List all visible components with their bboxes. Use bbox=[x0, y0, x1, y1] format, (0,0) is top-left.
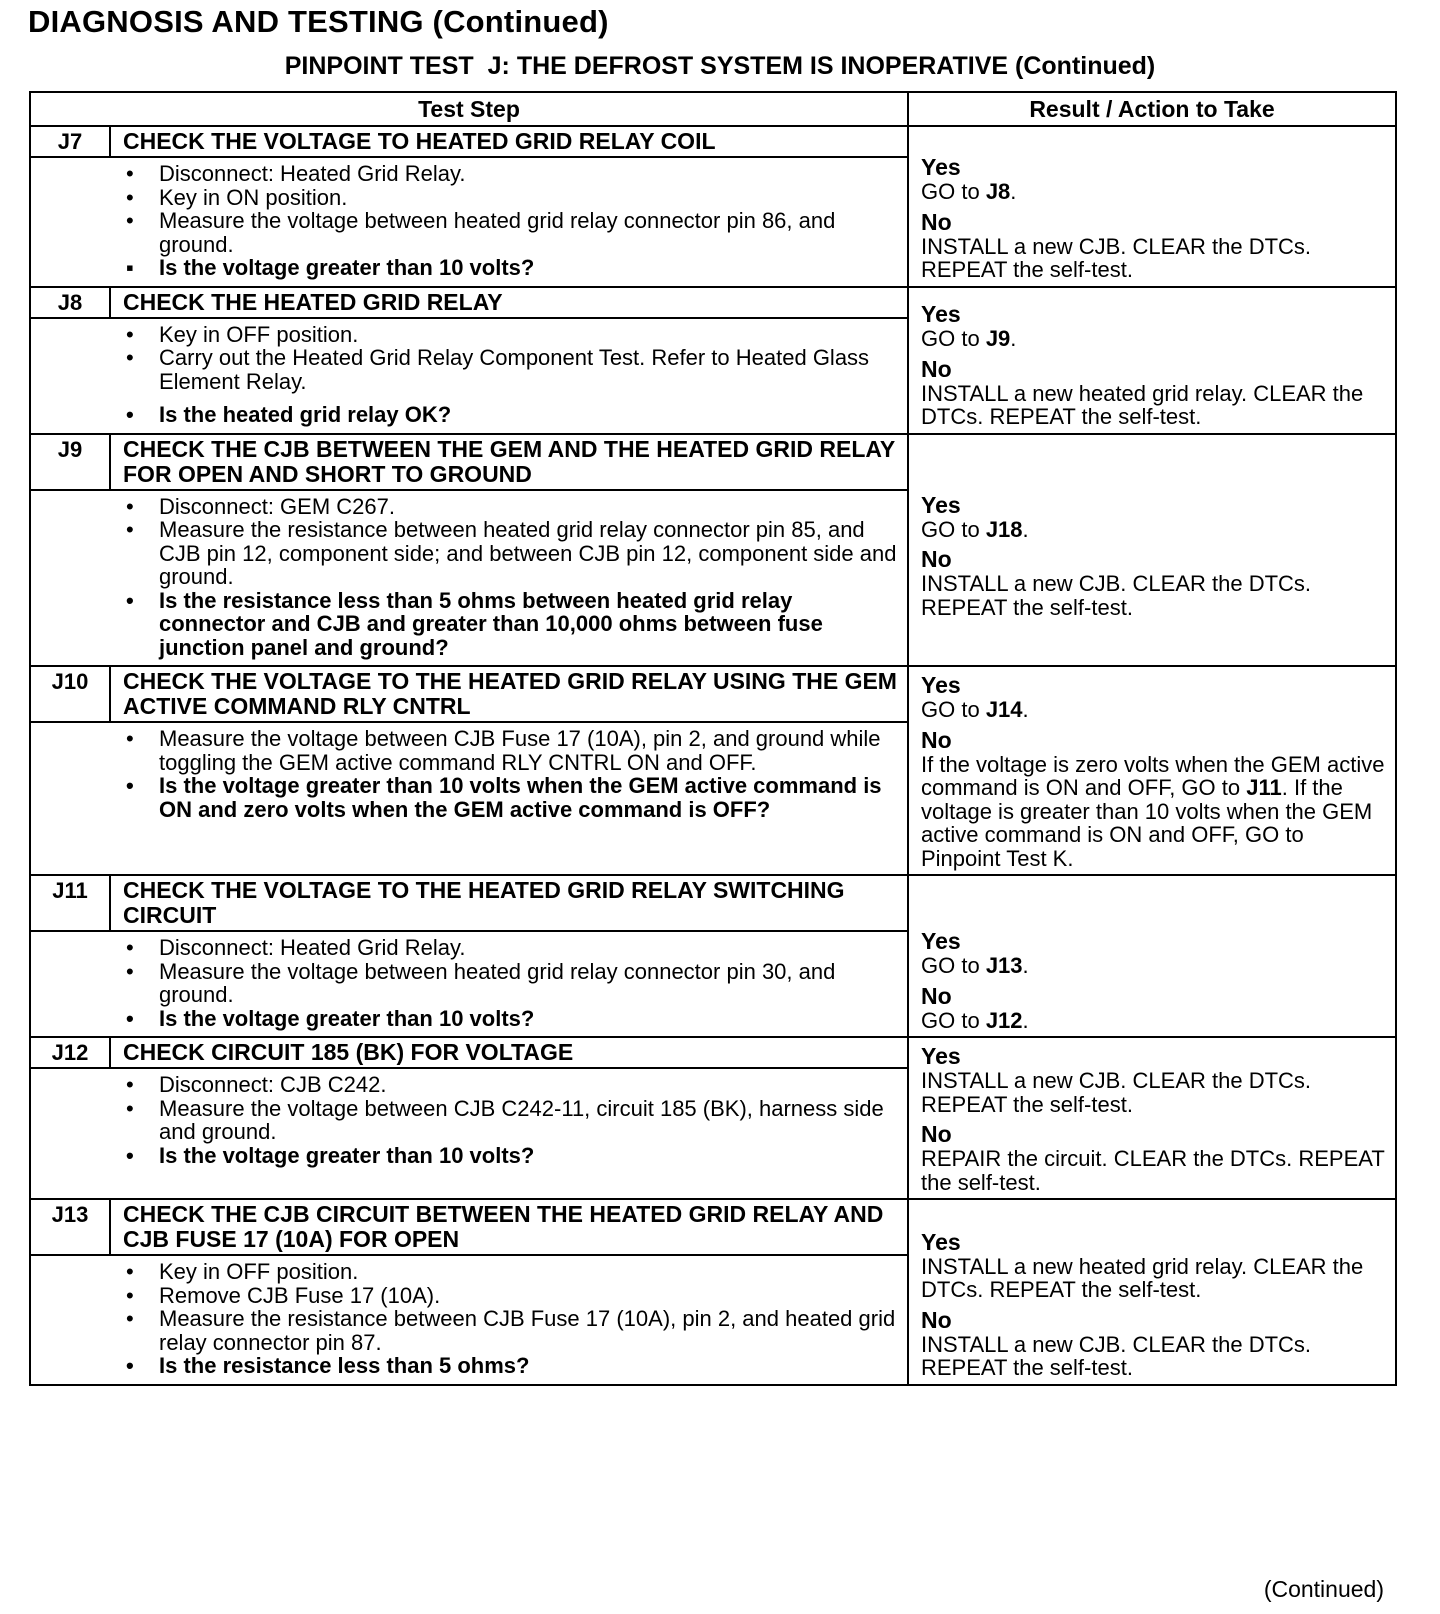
step-instructions bbox=[31, 162, 897, 280]
step-header bbox=[31, 435, 907, 491]
step-title: CHECK THE VOLTAGE TO THE HEATED GRID RELAY SWITCHING CIRCUIT bbox=[123, 877, 845, 928]
yes-label: Yes bbox=[921, 1043, 961, 1069]
step-title: CHECK THE VOLTAGE TO THE HEATED GRID RELAY USING THE GEM ACTIVE COMMAND RLY CNTRL bbox=[123, 668, 897, 719]
step-row-j12 bbox=[31, 1038, 1395, 1200]
step-header bbox=[31, 127, 907, 158]
instruction-item: • Key in OFF position. bbox=[126, 1259, 359, 1284]
no-action: GO to J12. bbox=[921, 1007, 1029, 1033]
step-title: CHECK THE CJB CIRCUIT BETWEEN THE HEATED GRID RELAY AND CJB FUSE 17 (10A) FOR OPEN bbox=[123, 1201, 884, 1252]
goto-step-ref: J14 bbox=[985, 697, 1023, 722]
instruction-item: • Key in ON position. bbox=[126, 184, 348, 210]
continued-note: (Continued) bbox=[1263, 1576, 1384, 1602]
step-instructions bbox=[31, 936, 897, 1030]
step-id: J13 bbox=[31, 1200, 111, 1254]
instruction-item: • Disconnect: GEM C267. bbox=[126, 493, 395, 519]
no-action: INSTALL a new CJB. CLEAR the DTCs. REPEAT the self-test. bbox=[921, 571, 1312, 620]
yes-label: Yes bbox=[921, 154, 961, 180]
instruction-item: • Measure the voltage between CJB Fuse 17 (10A), pin 2, and ground while toggling the GEM active command RLY CNTRL ON and OFF. bbox=[126, 726, 881, 775]
result-cell bbox=[909, 876, 1395, 1038]
yes-action: GO to J18. bbox=[921, 516, 1029, 542]
goto-step-ref: J12 bbox=[985, 1007, 1023, 1033]
step-cell bbox=[31, 876, 909, 1038]
step-instructions bbox=[31, 1073, 897, 1167]
yes-label: Yes bbox=[921, 928, 961, 954]
step-title: CHECK CIRCUIT 185 (BK) FOR VOLTAGE bbox=[123, 1039, 574, 1065]
step-body bbox=[31, 319, 907, 433]
step-cell bbox=[31, 288, 909, 435]
step-body bbox=[31, 723, 907, 827]
instruction-item: • Measure the resistance between heated grid relay connector pin 85, and CJB pin 12, component side; and between CJB pin 12, component side and ground. bbox=[126, 517, 897, 589]
step-instructions bbox=[31, 323, 897, 427]
step-header bbox=[31, 1038, 907, 1069]
step-body bbox=[31, 491, 907, 666]
step-cell bbox=[31, 667, 909, 876]
step-row-j13 bbox=[31, 1200, 1395, 1384]
step-body bbox=[31, 932, 907, 1036]
step-question: • Is the resistance less than 5 ohms between heated grid relay connector and CJB and greater than 10,000 ohms between fuse junction panel and ground? bbox=[126, 587, 823, 660]
table-title-text: J: THE DEFROST SYSTEM IS INOPERATIVE (Continued) bbox=[487, 52, 1156, 80]
step-id: J10 bbox=[31, 667, 111, 721]
no-action: REPAIR the circuit. CLEAR the DTCs. REPEAT the self-test. bbox=[921, 1146, 1385, 1195]
no-label: No bbox=[921, 355, 952, 382]
result-cell bbox=[909, 288, 1395, 435]
result-cell bbox=[909, 127, 1395, 288]
step-question: • Is the resistance less than 5 ohms? bbox=[126, 1353, 530, 1378]
goto-step-ref: J18 bbox=[985, 516, 1023, 542]
step-row-j9 bbox=[31, 435, 1395, 668]
no-label: No bbox=[921, 1121, 952, 1147]
step-id: J9 bbox=[31, 435, 111, 489]
result-cell bbox=[909, 1200, 1395, 1384]
goto-step-ref: J13 bbox=[985, 953, 1023, 978]
instruction-item: • Remove CJB Fuse 17 (10A). bbox=[126, 1282, 441, 1308]
instruction-item: • Measure the resistance between CJB Fuse 17 (10A), pin 2, and heated grid relay connector pin 87. bbox=[126, 1306, 896, 1355]
yes-action: GO to J14. bbox=[921, 697, 1029, 722]
step-instructions bbox=[31, 495, 897, 660]
step-row-j10 bbox=[31, 667, 1395, 876]
yes-action: GO to J8. bbox=[921, 179, 1017, 204]
step-id: J7 bbox=[31, 127, 111, 156]
step-title: CHECK THE CJB BETWEEN THE GEM AND THE HEATED GRID RELAY FOR OPEN AND SHORT TO GROUND bbox=[123, 435, 895, 487]
step-question: • Is the voltage greater than 10 volts? bbox=[126, 1142, 535, 1168]
no-label: No bbox=[921, 546, 952, 572]
no-action: INSTALL a new CJB. CLEAR the DTCs. REPEAT the self-test. bbox=[921, 1331, 1312, 1380]
result-cell bbox=[909, 435, 1395, 668]
step-body bbox=[31, 1069, 907, 1173]
column-header-test-step: Test Step bbox=[31, 93, 909, 127]
step-title: CHECK THE VOLTAGE TO HEATED GRID RELAY COIL bbox=[123, 128, 716, 154]
instruction-item: • Measure the voltage between heated grid relay connector pin 86, and ground. bbox=[126, 208, 836, 257]
no-label: No bbox=[921, 726, 952, 753]
step-cell bbox=[31, 1038, 909, 1200]
step-body bbox=[31, 158, 907, 286]
step-header bbox=[31, 876, 907, 932]
yes-label: Yes bbox=[921, 672, 961, 698]
step-row-j11 bbox=[31, 876, 1395, 1038]
page-title: DIAGNOSIS AND TESTING (Continued) bbox=[28, 4, 609, 39]
yes-action: GO to J13. bbox=[921, 953, 1029, 978]
yes-action: GO to J9. bbox=[921, 326, 1017, 351]
step-header bbox=[31, 288, 907, 319]
step-id: J8 bbox=[31, 288, 111, 317]
step-row-j7 bbox=[31, 127, 1395, 288]
no-label: No bbox=[921, 982, 952, 1009]
no-action: INSTALL a new CJB. CLEAR the DTCs. REPEAT the self-test. bbox=[921, 233, 1312, 282]
result-cell bbox=[909, 667, 1395, 876]
no-action: If the voltage is zero volts when the GEM active command is ON and OFF, GO to J11. If the voltage is greater than 10 volts when the GEM active command is ON and OFF, GO to Pinpoint Test K. bbox=[921, 751, 1385, 871]
step-cell bbox=[31, 435, 909, 668]
yes-action: INSTALL a new CJB. CLEAR the DTCs. REPEAT the self-test. bbox=[921, 1068, 1312, 1117]
step-title: CHECK THE HEATED GRID RELAY bbox=[123, 288, 503, 315]
table-title-label: PINPOINT TEST bbox=[284, 52, 474, 80]
step-cell bbox=[31, 1200, 909, 1384]
result-cell bbox=[909, 1038, 1395, 1200]
instruction-item: • Disconnect: Heated Grid Relay. bbox=[126, 935, 466, 960]
yes-label: Yes bbox=[921, 1228, 961, 1255]
step-question: • Is the voltage greater than 10 volts when the GEM active command is ON and zero volts when the GEM active command is OFF? bbox=[126, 773, 882, 822]
step-header bbox=[31, 1200, 907, 1256]
goto-step-ref: J11 bbox=[1246, 775, 1282, 800]
instruction-item: • Disconnect: CJB C242. bbox=[126, 1072, 387, 1097]
table-header bbox=[31, 93, 1395, 127]
instruction-item: • Carry out the Heated Grid Relay Component Test. Refer to Heated Glass Element Relay. bbox=[126, 345, 870, 394]
instruction-item: • Measure the voltage between CJB C242-11, circuit 185 (BK), harness side and ground. bbox=[126, 1095, 884, 1144]
step-instructions bbox=[31, 727, 897, 821]
goto-step-ref: J8 bbox=[985, 179, 1011, 204]
column-header-result: Result / Action to Take bbox=[909, 93, 1395, 127]
no-label: No bbox=[921, 1306, 952, 1333]
instruction-item: • Key in OFF position. bbox=[126, 321, 359, 347]
yes-action: INSTALL a new heated grid relay. CLEAR the DTCs. REPEAT the self-test. bbox=[921, 1253, 1364, 1302]
yes-label: Yes bbox=[921, 301, 961, 327]
no-label: No bbox=[921, 208, 952, 235]
step-question: • Is the heated grid relay OK? bbox=[126, 402, 452, 427]
instruction-item: • Disconnect: Heated Grid Relay. bbox=[126, 161, 466, 186]
step-row-j8 bbox=[31, 288, 1395, 435]
step-question: • Is the voltage greater than 10 volts? bbox=[126, 1005, 535, 1031]
no-action: INSTALL a new heated grid relay. CLEAR the DTCs. REPEAT the self-test. bbox=[921, 380, 1364, 429]
step-question: ▪ Is the voltage greater than 10 volts? bbox=[126, 255, 535, 280]
step-header bbox=[31, 667, 907, 723]
step-body bbox=[31, 1256, 907, 1384]
instruction-item: • Measure the voltage between heated grid relay connector pin 30, and ground. bbox=[126, 958, 836, 1007]
yes-label: Yes bbox=[921, 491, 961, 518]
step-id: J12 bbox=[31, 1038, 111, 1067]
step-id: J11 bbox=[31, 876, 111, 930]
goto-step-ref: J9 bbox=[985, 326, 1011, 351]
pinpoint-table bbox=[29, 91, 1397, 1386]
table-title bbox=[0, 52, 1440, 81]
step-instructions bbox=[31, 1260, 897, 1378]
step-cell bbox=[31, 127, 909, 288]
